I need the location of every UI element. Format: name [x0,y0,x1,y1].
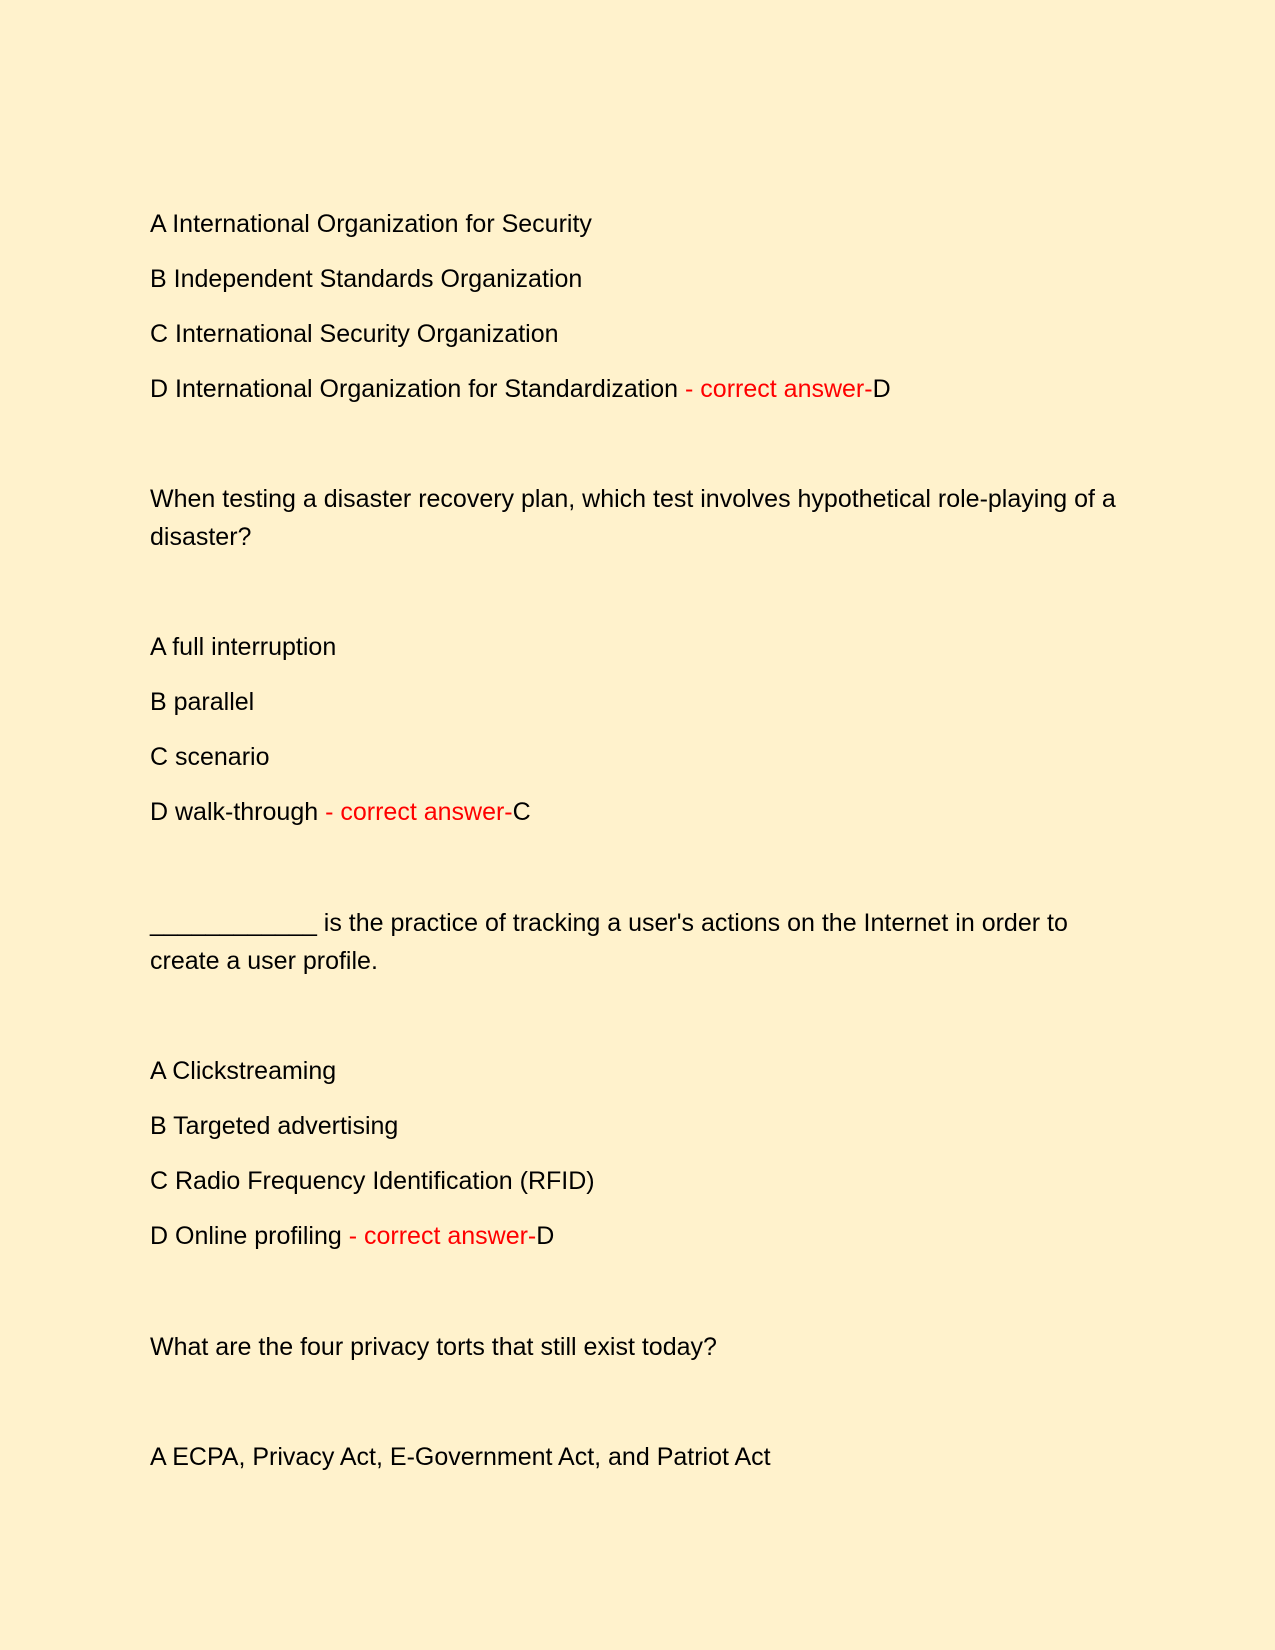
question-text: When testing a disaster recovery plan, which test involves hypothetical role-playing of a disaster? [150,485,1116,551]
option-c: C scenario [150,743,270,771]
option-a: A Clickstreaming [150,1057,337,1085]
option-d: D International Organization for Standardization [150,375,679,403]
question-text: ____________ is the practice of tracking a user's actions on the Internet in order to create a user profile. [150,909,1068,975]
option-d-with-answer [150,1217,554,1255]
option-b: B parallel [150,688,255,716]
answer-marker: - correct answer- [318,798,513,826]
answer-marker: - correct answer- [678,375,873,403]
option-b: B Independent Standards Organization [150,265,583,293]
option-d-with-answer [150,370,891,408]
option-b: B Targeted advertising [150,1112,399,1140]
answer-marker: - correct answer- [341,1222,537,1250]
option-a: A full interruption [150,633,337,661]
answer-letter: C [512,798,531,826]
answer-letter: D [536,1222,555,1250]
option-a: A ECPA, Privacy Act, E-Government Act, and Patriot Act [150,1443,771,1471]
option-c: C Radio Frequency Identification (RFID) [150,1167,595,1195]
option-d-with-answer [150,793,531,831]
answer-letter: D [872,375,891,403]
question-text: What are the four privacy torts that still exist today? [150,1333,717,1361]
option-a: A International Organization for Security [150,210,592,238]
option-d: D walk-through [150,798,319,826]
option-d: D Online profiling [150,1222,342,1250]
option-c: C International Security Organization [150,320,559,348]
